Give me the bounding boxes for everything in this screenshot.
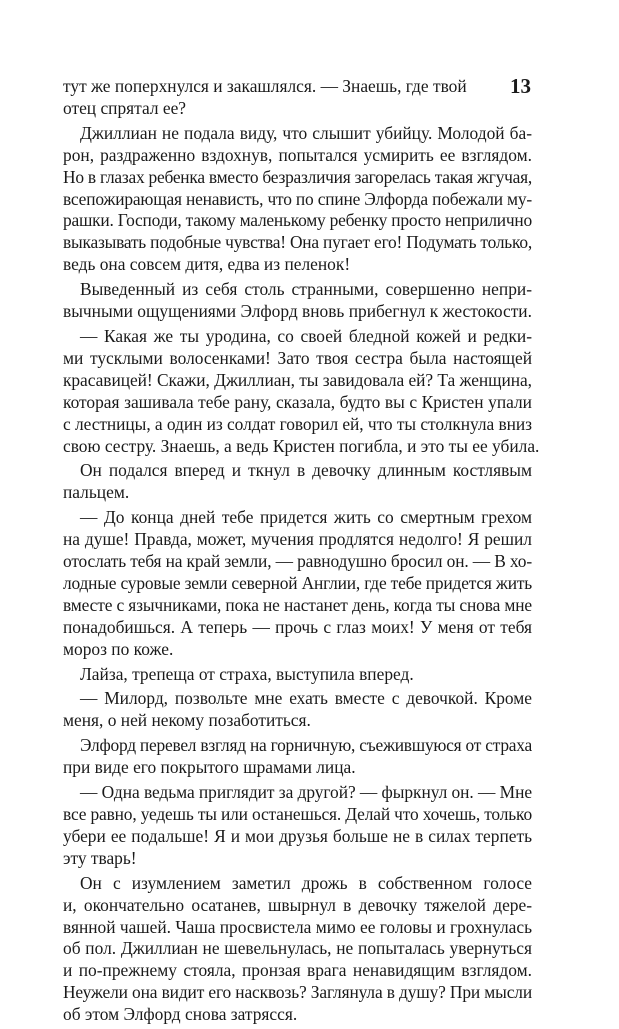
text-line: свою сестру. Знаешь, а ведь Кристен погибла, и это ты ее убила. — [63, 435, 540, 456]
paragraph — [63, 76, 532, 120]
paragraph — [63, 325, 540, 457]
text-line: Элфорд перевел взгляд на горничную, съежившуюся от страха — [80, 735, 532, 756]
paragraph — [63, 123, 532, 276]
paragraph — [63, 507, 532, 660]
paragraph — [63, 460, 532, 504]
page-number: 13 — [510, 74, 531, 98]
text-line: рашки. Господи, такому маленькому ребенку просто неприлично — [63, 210, 532, 231]
text-line: ведь она совсем дитя, едва из пеленок! — [63, 254, 351, 275]
text-line: меня, о ней некому позаботиться. — [63, 710, 311, 731]
text-line: с лестницы, а один из солдат говорил ей, что ты столкнула вниз — [63, 413, 532, 434]
text-line: пальцем. — [63, 482, 130, 503]
text-line: понадобишься. А теперь — прочь с глаз моих! У меня от тебя — [63, 616, 532, 637]
text-line: мороз по коже. — [63, 638, 174, 659]
text-line: — Одна ведьма приглядит за другой? — фыркнул он. — Мне — [80, 782, 532, 803]
text-line: Но в глазах ребенка вместо безразличия загорелась такая жгучая, — [63, 166, 532, 187]
text-line: всепожирающая ненависть, что по спине Элфорда побежали му- — [63, 188, 532, 209]
text-line: отослать тебя на край земли, — равнодушно бросил он. — В хо- — [63, 551, 532, 572]
paragraph — [63, 664, 532, 686]
text-line: Он с изумлением заметил дрожь в собственном голосе — [80, 872, 532, 893]
text-line: на душе! Правда, может, мучения продлятся недолго! Я решил — [63, 529, 532, 550]
text-line: лодные суровые земли северной Англии, где тебе придется жить — [63, 572, 532, 593]
text-line: рон, раздраженно вздохнув, попытался усмирить ее взглядом. — [63, 144, 532, 165]
text-line: Выведенный из себя столь странными, совершенно непри- — [80, 279, 532, 300]
text-line: красавицей! Скажи, Джиллиан, ты завидовала ей? Та женщина, — [63, 369, 532, 390]
body-text — [63, 76, 540, 1029]
text-line: Он подался вперед и ткнул в девочку длинным костлявым — [80, 460, 532, 481]
text-line: при виде его покрытого шрамами лица. — [63, 757, 356, 778]
text-line: эту тварь! — [63, 847, 137, 868]
paragraph — [63, 735, 532, 779]
text-line: — Какая же ты уродина, со своей бледной кожей и редки- — [80, 325, 532, 346]
text-line: — До конца дней тебе придется жить со смертным грехом — [80, 507, 532, 528]
text-line: об этом Элфорд снова затрясся. — [63, 1004, 298, 1025]
paragraph — [63, 279, 532, 323]
text-line: вместе с язычниками, пока не настанет день, когда ты снова мне — [63, 594, 532, 615]
text-line: которая зашивала тебе рану, сказала, будто вы с Кристен упали — [63, 391, 532, 412]
text-line: все равно, уедешь ты или останешься. Делай что хочешь, только — [63, 804, 532, 824]
text-line: вычными ощущениями Элфорд вновь прибегнул к жестокости. — [63, 301, 532, 322]
text-line: вянной чашей. Чаша просвистела мимо ее головы и грохнулась — [63, 916, 532, 937]
text-line: — Милорд, позвольте мне ехать вместе с девочкой. Кроме — [80, 688, 532, 709]
text-line: Джиллиан не подала виду, что слышит убийцу. Молодой ба- — [80, 122, 532, 143]
text-line: убери ее подальше! Я и мои друзья больше не в силах терпеть — [63, 825, 532, 846]
paragraph — [63, 782, 532, 870]
text-line: Лайза, трепеща от страха, выступила вперед. — [80, 663, 414, 684]
paragraph — [63, 688, 532, 732]
text-line: выказывать подобные чувства! Она пугает его! Подумать только, — [63, 232, 532, 253]
paragraph — [63, 873, 532, 1026]
text-line: тут же поперхнулся и закашлялся. — Знаешь, где твой — [63, 76, 467, 96]
text-line: об пол. Джиллиан не шевельнулась, не попыталась увернуться — [63, 938, 532, 959]
text-line: и по-прежнему стояла, пронзая врага ненавидящим взглядом. — [63, 960, 532, 981]
text-line: Неужели она видит его насквозь? Заглянула в душу? При мысли — [63, 982, 532, 1003]
text-line: отец спрятал ее? — [63, 97, 187, 118]
text-line: ми тусклыми волосенками! Зато твоя сестра была настоящей — [63, 347, 532, 368]
text-line: и, окончательно осатанев, швырнул в девочку тяжелой дере- — [63, 894, 532, 915]
